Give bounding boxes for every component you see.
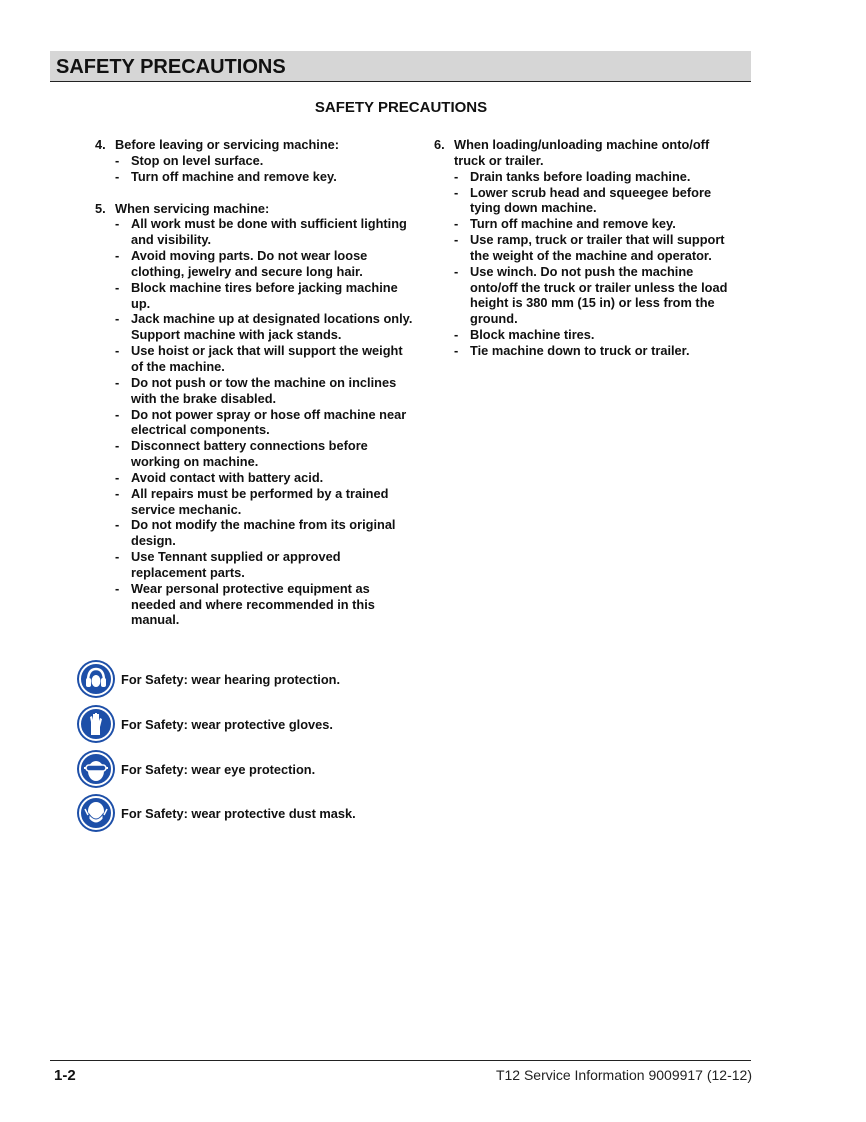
section-title: SAFETY PRECAUTIONS (314, 99, 488, 116)
list-item: - Disconnect battery connections before working on machine. (115, 438, 368, 470)
item-6 (434, 137, 734, 359)
eye-protection-icon (77, 750, 115, 788)
safety-note-gloves (77, 705, 333, 743)
list-item: - Lower scrub head and squeegee before tying down machine. (454, 184, 712, 216)
item-title: When servicing machine: (115, 200, 270, 216)
list-item: - Use ramp, truck or trailer that will support the weight of the machine and operator. (454, 232, 725, 263)
safety-note-eye (77, 750, 315, 788)
item-5 (95, 201, 415, 629)
sub-list (95, 153, 415, 185)
list-item: - All work must be done with sufficient lighting and visibility. (115, 216, 407, 248)
list-item: - Use Tennant supplied or approved replacement parts. (115, 549, 341, 580)
list-item: - Drain tanks before loading machine. (454, 168, 691, 184)
list-item: - Block machine tires. (454, 327, 595, 343)
safety-note-text: For Safety: wear protective gloves. (121, 716, 333, 732)
header-bar (50, 51, 751, 82)
item-4 (95, 137, 415, 185)
item-title: When loading/unloading machine onto/off truck or trailer. (454, 137, 710, 168)
item-number: 5. (95, 200, 106, 216)
list-item: - Avoid moving parts. Do not wear loose clothing, jewelry and secure long hair. (115, 248, 368, 279)
dust-mask-icon (77, 794, 115, 832)
safety-note-dust-mask (77, 794, 356, 832)
safety-note-text: For Safety: wear protective dust mask. (121, 805, 356, 821)
sub-list (95, 216, 415, 628)
safety-note-text: For Safety: wear hearing protection. (121, 671, 341, 687)
list-item: - Use winch. Do not push the machine onto/off the truck or trailer unless the load height is 380 mm (15 in) or less from the ground. (454, 263, 728, 327)
list-item: - Do not push or tow the machine on inclines with the brake disabled. (115, 374, 397, 406)
list-item: - Jack machine up at designated locations only. Support machine with jack stands. (115, 311, 413, 343)
protective-gloves-icon (77, 705, 115, 743)
list-item: - All repairs must be performed by a trained service mechanic. (115, 485, 389, 517)
sub-list (434, 169, 734, 359)
list-item: - Stop on level surface. (115, 152, 264, 168)
item-title: Before leaving or servicing machine: (115, 137, 340, 152)
right-column (434, 137, 734, 375)
left-column (95, 137, 415, 644)
list-item: - Use hoist or jack that will support the weight of the machine. (115, 343, 403, 374)
safety-note-text: For Safety: wear eye protection. (121, 761, 316, 777)
list-item: - Do not modify the machine from its original design. (115, 517, 396, 549)
list-item: - Wear personal protective equipment as needed and where recommended in this manual. (115, 580, 375, 628)
page-number: 1-2 (54, 1067, 76, 1084)
hearing-protection-icon (77, 660, 115, 698)
list-item: - Turn off machine and remove key. (115, 168, 337, 184)
document-reference: T12 Service Information 9009917 (12-12) (495, 1067, 752, 1083)
item-number: 6. (434, 137, 445, 152)
list-item: - Tie machine down to truck or trailer. (454, 342, 690, 358)
footer-divider (50, 1060, 751, 1061)
safety-note-hearing (77, 660, 340, 698)
list-item: - Avoid contact with battery acid. (115, 469, 324, 485)
item-number: 4. (95, 137, 106, 152)
list-item: - Do not power spray or hose off machine near electrical components. (115, 406, 407, 438)
list-item: - Turn off machine and remove key. (454, 216, 676, 232)
page-header-title: SAFETY PRECAUTIONS (56, 56, 286, 78)
list-item: - Block machine tires before jacking machine up. (115, 279, 398, 311)
